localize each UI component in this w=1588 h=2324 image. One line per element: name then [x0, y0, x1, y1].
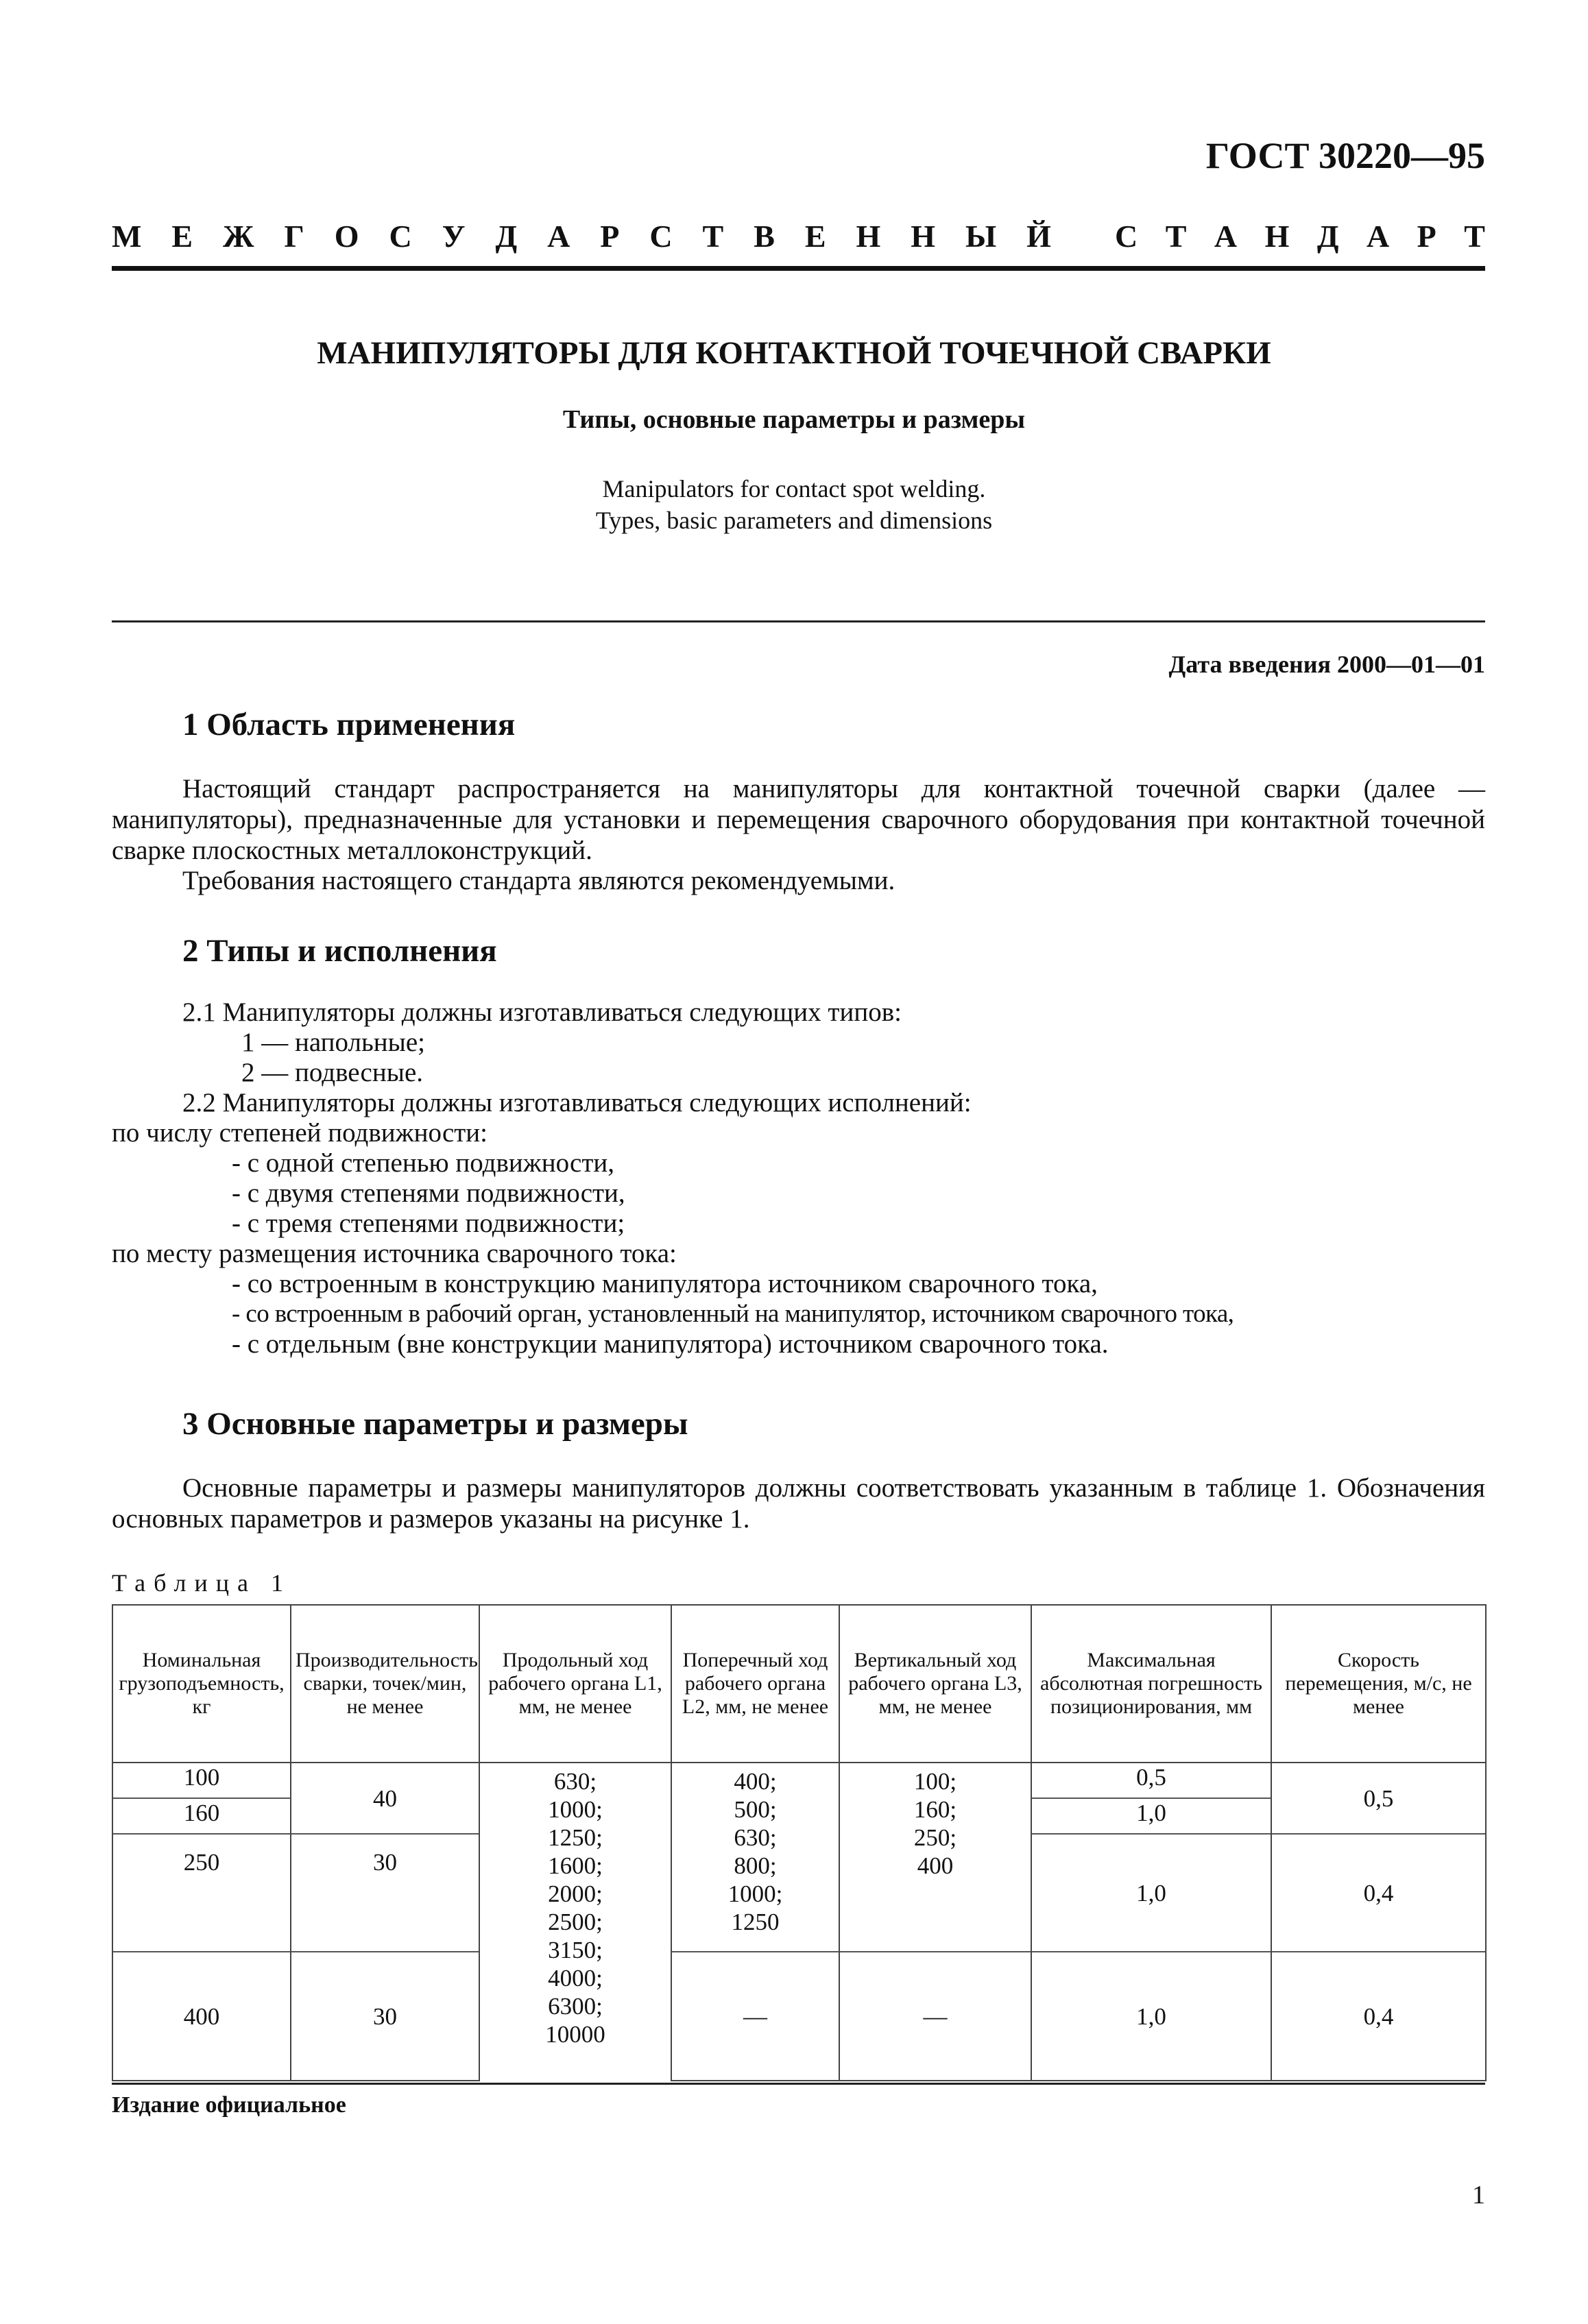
cell-speed: 0,4	[1271, 1834, 1486, 1952]
interstate-word	[112, 218, 1051, 254]
section-2-item: 1 — напольные;	[241, 1028, 425, 1057]
table-row	[112, 1952, 1486, 2081]
title-en-line-2: Types, basic parameters and dimensions	[595, 507, 993, 534]
header-accuracy: Максимальная абсолютная погрешность позиционирования, мм	[1031, 1605, 1271, 1763]
table-header-row	[112, 1605, 1486, 1763]
section-2-item: по месту размещения источника сварочного тока:	[112, 1239, 677, 1268]
section-2-item: - с двумя степенями подвижности,	[232, 1178, 625, 1208]
section-3-paragraph: Основные параметры и размеры манипуляторов должны соответствовать указанным в таблице 1. Обозначения основных параметров и размеров указаны на рисунке 1.	[112, 1473, 1485, 1534]
banner-letter: А	[1214, 219, 1238, 254]
banner-letter: Т	[1464, 219, 1485, 254]
cell-l2: —	[671, 1952, 839, 2081]
introduction-date: Дата введения 2000—01—01	[1168, 651, 1485, 678]
doc-title: МАНИПУЛЯТОРЫ ДЛЯ КОНТАКТНОЙ ТОЧЕЧНОЙ СВАРКИ	[317, 335, 1271, 371]
cell-l2: 400; 500; 630; 800; 1000; 1250	[671, 1763, 839, 1952]
banner-letter: Т	[702, 219, 724, 254]
banner-letter: О	[334, 219, 359, 254]
title-en-line-1: Manipulators for contact spot welding.	[602, 475, 986, 503]
banner-letter: Г	[284, 219, 304, 254]
section-2-item: 2 — подвесные.	[241, 1058, 424, 1087]
banner-letter: Д	[495, 219, 518, 254]
banner-letter: В	[754, 219, 775, 254]
cell-load: 160	[112, 1798, 291, 1834]
banner-letter: Н	[1264, 219, 1290, 254]
table-row	[112, 1763, 1486, 1798]
banner-letter: Р	[1417, 219, 1436, 254]
banner-letter: Р	[600, 219, 620, 254]
section-2-item: - с отдельным (вне конструкции манипулятора) источником сварочного тока.	[232, 1329, 1109, 1359]
cell-productivity: 30	[291, 1952, 479, 2081]
cell-l3: —	[839, 1952, 1031, 2081]
section-2-item: - с тремя степенями подвижности;	[232, 1209, 625, 1238]
banner-letter: Й	[1026, 219, 1051, 254]
header-l2: Поперечный ход рабочего органа L2, мм, не менее	[671, 1605, 839, 1763]
header-speed: Скорость перемещения, м/с, не менее	[1271, 1605, 1486, 1763]
header-load: Номинальная грузоподъемность, кг	[112, 1605, 291, 1763]
section-2-item: - с одной степенью подвижности,	[232, 1148, 615, 1178]
banner-letter: Е	[171, 219, 193, 254]
banner-letter: Ы	[965, 219, 997, 254]
cell-load: 400	[112, 1952, 291, 2081]
banner-letter: С	[1115, 219, 1138, 254]
banner-letter: У	[442, 219, 466, 254]
cell-speed: 0,5	[1271, 1763, 1486, 1834]
cell-l3: 100; 160; 250; 400	[839, 1763, 1031, 1952]
cell-accuracy: 1,0	[1031, 1834, 1271, 1952]
banner-letter: Ж	[223, 219, 254, 254]
title-rule	[112, 620, 1485, 622]
section-2-heading: 2 Типы и исполнения	[182, 933, 497, 969]
header-rule	[112, 266, 1485, 271]
standard-word	[1115, 218, 1485, 254]
banner-letter: А	[547, 219, 570, 254]
interstate-standard-banner	[112, 218, 1485, 254]
cell-load: 250	[112, 1834, 291, 1952]
section-1-paragraph: Настоящий стандарт распространяется на манипуляторы для контактной точечной сварки (далее — манипуляторы), предназначенные для установки и перемещения сварочного оборудования при контактной точечной сварке плоскостных металлоконструкций.	[112, 774, 1485, 865]
banner-letter: Н	[911, 219, 936, 254]
page-number: 1	[1472, 2181, 1485, 2210]
banner-letter: С	[649, 219, 673, 254]
section-2-item: 2.2 Манипуляторы должны изготавливаться следующих исполнений:	[182, 1088, 972, 1117]
table-caption: Таблица 1	[112, 1569, 291, 1597]
banner-letter: Е	[804, 219, 826, 254]
banner-letter: Т	[1165, 219, 1187, 254]
banner-letter: А	[1366, 219, 1390, 254]
section-2-item: 2.1 Манипуляторы должны изготавливаться следующих типов:	[182, 997, 902, 1027]
parameters-table	[112, 1604, 1487, 2081]
banner-letter: Н	[856, 219, 881, 254]
section-1-paragraph-2: Требования настоящего стандарта являются рекомендуемыми.	[182, 866, 895, 895]
cell-speed: 0,4	[1271, 1952, 1486, 2081]
cell-accuracy: 0,5	[1031, 1763, 1271, 1798]
cell-accuracy: 1,0	[1031, 1952, 1271, 2081]
footer-rule	[112, 2083, 1485, 2085]
cell-load: 100	[112, 1763, 291, 1798]
banner-letter: С	[389, 219, 412, 254]
section-3-heading: 3 Основные параметры и размеры	[182, 1406, 688, 1442]
section-2-item: - со встроенным в рабочий орган, установленный на манипулятор, источником сварочного тока,	[232, 1300, 1234, 1328]
doc-subtitle: Типы, основные параметры и размеры	[562, 405, 1026, 434]
edition-note: Издание официальное	[112, 2092, 346, 2118]
gost-number: ГОСТ 30220—95	[1205, 135, 1485, 176]
banner-letter: Д	[1316, 219, 1339, 254]
header-l1: Продольный ход рабочего органа L1, мм, не менее	[479, 1605, 671, 1763]
cell-productivity: 40	[291, 1763, 479, 1834]
banner-letter: М	[112, 219, 142, 254]
cell-accuracy: 1,0	[1031, 1798, 1271, 1834]
cell-l1: 630; 1000; 1250; 1600; 2000; 2500; 3150; 4000; 6300; 10000	[479, 1763, 671, 2081]
cell-productivity: 30	[291, 1834, 479, 1952]
header-l3: Вертикальный ход рабочего органа L3, мм, не менее	[839, 1605, 1031, 1763]
section-2-item: по числу степеней подвижности:	[112, 1118, 488, 1148]
doc-title-en	[0, 473, 1588, 536]
section-1-heading: 1 Область применения	[182, 707, 516, 742]
header-productivity: Производительность сварки, точек/мин, не менее	[291, 1605, 479, 1763]
section-2-item: - со встроенным в конструкцию манипулятора источником сварочного тока,	[232, 1269, 1098, 1298]
